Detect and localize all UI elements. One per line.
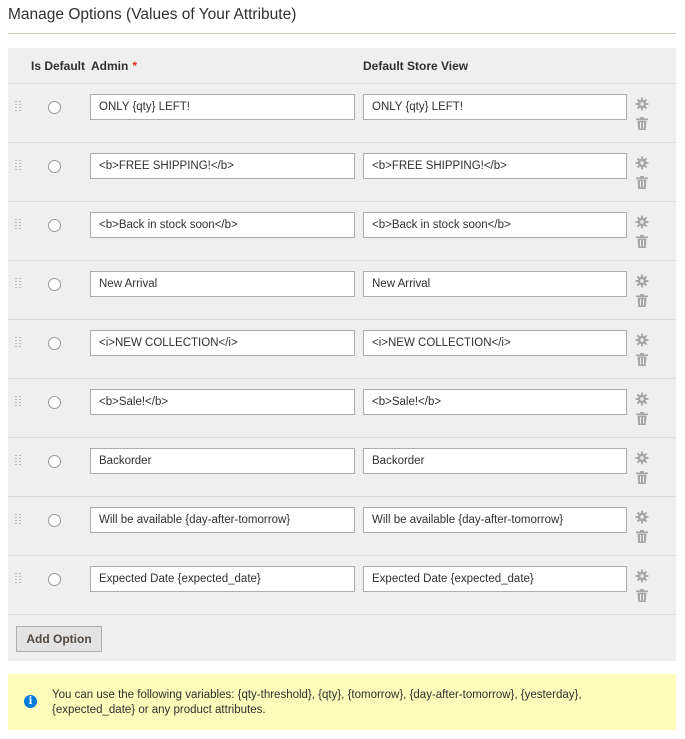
trash-icon[interactable] [636, 176, 648, 189]
gear-icon[interactable] [635, 215, 649, 229]
drag-handle-icon[interactable] [15, 278, 23, 290]
trash-icon[interactable] [636, 235, 648, 248]
is-default-radio[interactable] [48, 278, 61, 291]
is-default-radio[interactable] [48, 514, 61, 527]
trash-icon[interactable] [636, 412, 648, 425]
store-view-value-input[interactable]: New Arrival [363, 271, 627, 297]
trash-icon[interactable] [636, 471, 648, 484]
store-view-value-input[interactable]: <b>Sale!</b> [363, 389, 627, 415]
drag-handle-icon[interactable] [15, 573, 23, 585]
store-view-value-input[interactable]: <i>NEW COLLECTION</i> [363, 330, 627, 356]
option-rows [8, 84, 676, 615]
gear-icon[interactable] [635, 274, 649, 288]
variables-note [8, 674, 676, 730]
trash-icon[interactable] [636, 589, 648, 602]
store-view-value-input[interactable]: Backorder [363, 448, 627, 474]
gear-icon[interactable] [635, 333, 649, 347]
option-row [8, 497, 676, 556]
trash-icon[interactable] [636, 530, 648, 543]
gear-icon[interactable] [635, 510, 649, 524]
required-mark: * [132, 59, 138, 73]
trash-icon[interactable] [636, 294, 648, 307]
drag-handle-icon[interactable] [15, 514, 23, 526]
admin-value-input[interactable]: <b>Back in stock soon</b> [90, 212, 355, 238]
header-store-view: Default Store View [363, 59, 469, 73]
grid-header [8, 48, 676, 84]
gear-icon[interactable] [635, 569, 649, 583]
gear-icon[interactable] [635, 97, 649, 111]
admin-value-input[interactable]: Expected Date {expected_date} [90, 566, 355, 592]
is-default-radio[interactable] [48, 101, 61, 114]
option-row [8, 202, 676, 261]
trash-icon[interactable] [636, 117, 648, 130]
is-default-radio[interactable] [48, 396, 61, 409]
is-default-radio[interactable] [48, 455, 61, 468]
info-icon: i [24, 695, 37, 708]
gear-icon[interactable] [635, 392, 649, 406]
drag-handle-icon[interactable] [15, 455, 23, 467]
drag-handle-icon[interactable] [15, 337, 23, 349]
option-row [8, 379, 676, 438]
is-default-radio[interactable] [48, 573, 61, 586]
store-view-value-input[interactable]: <b>FREE SHIPPING!</b> [363, 153, 627, 179]
store-view-value-input[interactable]: ONLY {qty} LEFT! [363, 94, 627, 120]
is-default-radio[interactable] [48, 160, 61, 173]
option-row [8, 84, 676, 143]
header-admin-label: Admin [91, 59, 129, 73]
header-admin [91, 59, 137, 73]
store-view-value-input[interactable]: Will be available {day-after-tomorrow} [363, 507, 627, 533]
admin-value-input[interactable]: Will be available {day-after-tomorrow} [90, 507, 355, 533]
option-row [8, 438, 676, 497]
drag-handle-icon[interactable] [15, 160, 23, 172]
admin-value-input[interactable]: New Arrival [90, 271, 355, 297]
store-view-value-input[interactable]: <b>Back in stock soon</b> [363, 212, 627, 238]
drag-handle-icon[interactable] [15, 219, 23, 231]
is-default-radio[interactable] [48, 219, 61, 232]
section-title: Manage Options (Values of Your Attribute) [8, 6, 297, 23]
header-is-default: Is Default [31, 59, 86, 73]
option-row [8, 261, 676, 320]
gear-icon[interactable] [635, 451, 649, 465]
drag-handle-icon[interactable] [15, 101, 23, 113]
gear-icon[interactable] [635, 156, 649, 170]
store-view-value-input[interactable]: Expected Date {expected_date} [363, 566, 627, 592]
option-row [8, 143, 676, 202]
variables-note-text: You can use the following variables: {qty-threshold}, {qty}, {tomorrow}, {day-after-tomorrow}, {yesterday}, {expected_date} or any product attributes. [52, 689, 582, 716]
admin-value-input[interactable]: <b>Sale!</b> [90, 389, 355, 415]
is-default-radio[interactable] [48, 337, 61, 350]
trash-icon[interactable] [636, 353, 648, 366]
admin-value-input[interactable]: Backorder [90, 448, 355, 474]
title-divider [8, 33, 676, 34]
options-grid [8, 48, 676, 661]
drag-handle-icon[interactable] [15, 396, 23, 408]
admin-value-input[interactable]: <b>FREE SHIPPING!</b> [90, 153, 355, 179]
option-row [8, 556, 676, 615]
admin-value-input[interactable]: <i>NEW COLLECTION</i> [90, 330, 355, 356]
admin-value-input[interactable]: ONLY {qty} LEFT! [90, 94, 355, 120]
add-option-button[interactable]: Add Option [16, 626, 102, 652]
option-row [8, 320, 676, 379]
